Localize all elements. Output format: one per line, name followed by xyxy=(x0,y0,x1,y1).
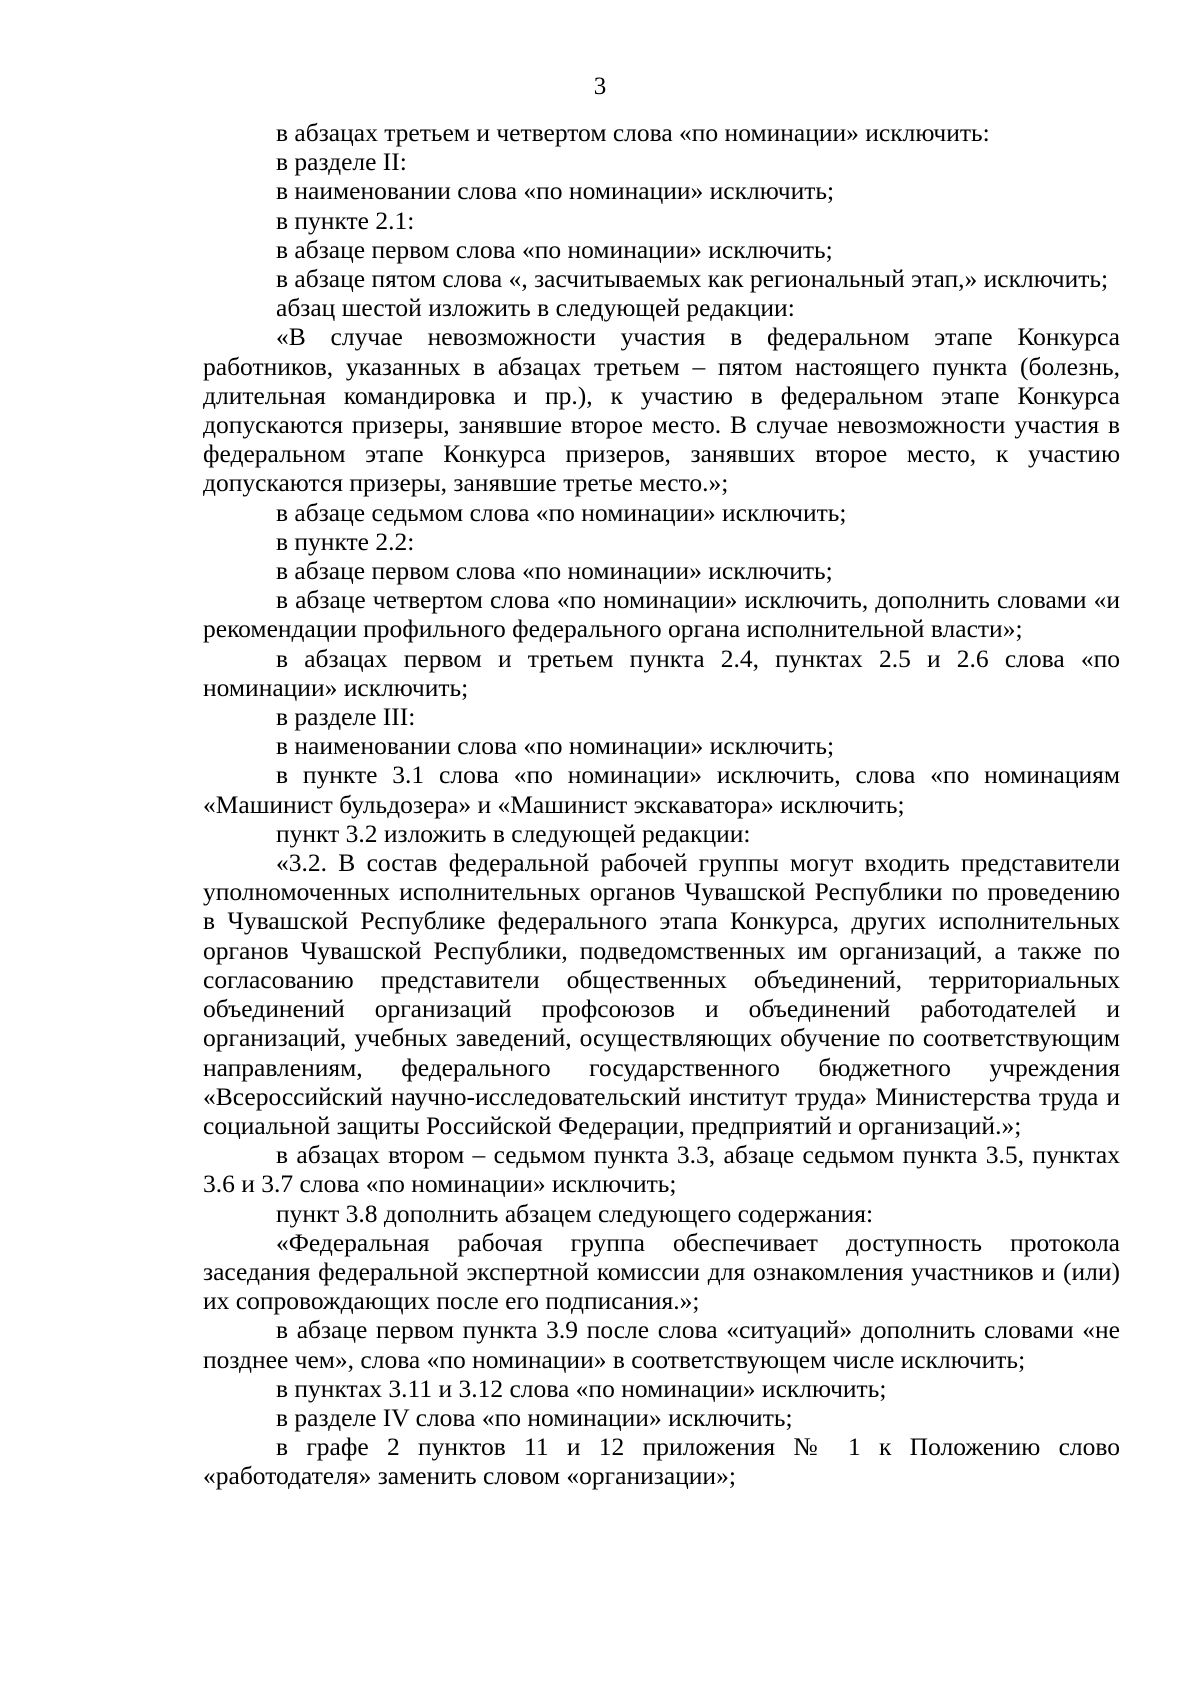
paragraph-3: в наименовании слова «по номинации» исключить; xyxy=(276,176,835,206)
paragraph-20: пункт 3.8 дополнить абзацем следующего содержания: xyxy=(276,1198,874,1228)
paragraph-16: в пункте 3.1 слова «по номинации» исключить, слова «по номинациям «Машинист бульдозера» и «Машинист экскаватора» исключить; xyxy=(203,760,1120,819)
paragraph-10: в пункте 2.2: xyxy=(276,526,415,556)
paragraph-14: в разделе III: xyxy=(276,702,416,732)
paragraph-18: «3.2. В состав федеральной рабочей группы могут входить представители уполномоченных исполнительных органов Чувашской Республики по проведению в Чувашской Республике федерального этапа Конкурса, других исполнительных органов Чувашской Республики, подведомственных им организаций, а также по согласованию представители общественных объединений, территориальных объединений организаций профсоюзов и объединений работодателей и организаций, учебных заведений, осуществляющих обучение по соответствующим направлениям, федерального государственного бюджетного учреждения «Всероссийский научно-исследовательский институт труда» Министерства труда и социальной защиты Российской Федерации, предприятий и организаций.»; xyxy=(203,848,1120,1140)
paragraph-1: в абзацах третьем и четвертом слова «по номинации» исключить: xyxy=(276,118,990,147)
paragraph-15: в наименовании слова «по номинации» исключить; xyxy=(276,731,835,761)
paragraph-17: пункт 3.2 изложить в следующей редакции: xyxy=(276,818,751,848)
paragraph-22: в абзаце первом пункта 3.9 после слова «ситуаций» дополнить словами «не позднее чем», слова «по номинации» в соответствующем числе исключить; xyxy=(203,1315,1120,1374)
paragraph-7: абзац шестой изложить в следующей редакции: xyxy=(276,293,795,323)
paragraph-11: в абзаце первом слова «по номинации» исключить; xyxy=(276,556,833,586)
paragraph-9: в абзаце седьмом слова «по номинации» исключить; xyxy=(276,497,847,527)
paragraph-13: в абзацах первом и третьем пункта 2.4, пунктах 2.5 и 2.6 слова «по номинации» исключить; xyxy=(203,643,1120,702)
paragraph-21: «Федеральная рабочая группа обеспечивает доступность протокола заседания федеральной экспертной комиссии для ознакомления участников и (или) их сопровождающих после его подписания.»; xyxy=(203,1227,1120,1316)
page-number: 3 xyxy=(593,73,607,100)
paragraph-19: в абзацах втором – седьмом пункта 3.3, абзаце седьмом пункта 3.5, пунктах 3.6 и 3.7 слова «по номинации» исключить; xyxy=(203,1140,1120,1199)
paragraph-5: в абзаце первом слова «по номинации» исключить; xyxy=(276,234,833,264)
paragraph-23: в пунктах 3.11 и 3.12 слова «по номинации» исключить; xyxy=(276,1373,887,1403)
paragraph-25: в графе 2 пунктов 11 и 12 приложения № 1 к Положению слово «работодателя» заменить словом «организации»; xyxy=(203,1432,1120,1491)
paragraph-12: в абзаце четвертом слова «по номинации» исключить, дополнить словами «и рекомендации профильного федерального органа исполнительной власти»; xyxy=(203,585,1120,644)
paragraph-4: в пункте 2.1: xyxy=(276,205,415,235)
paragraph-2: в разделе II: xyxy=(276,147,407,177)
paragraph-8: «В случае невозможности участия в федеральном этапе Конкурса работников, указанных в абзацах третьем – пятом настоящего пункта (болезнь, длительная командировка и пр.), к участию в федеральном этапе Конкурса допускаются призеры, занявшие второе место. В случае невозможности участия в федеральном этапе Конкурса призеров, занявших второе место, к участию допускаются призеры, занявшие третье место.»; xyxy=(203,322,1120,498)
paragraph-24: в разделе IV слова «по номинации» исключить; xyxy=(276,1402,793,1432)
document-body xyxy=(203,118,1120,1491)
paragraph-6: в абзаце пятом слова «, засчитываемых как региональный этап,» исключить; xyxy=(276,264,1109,294)
